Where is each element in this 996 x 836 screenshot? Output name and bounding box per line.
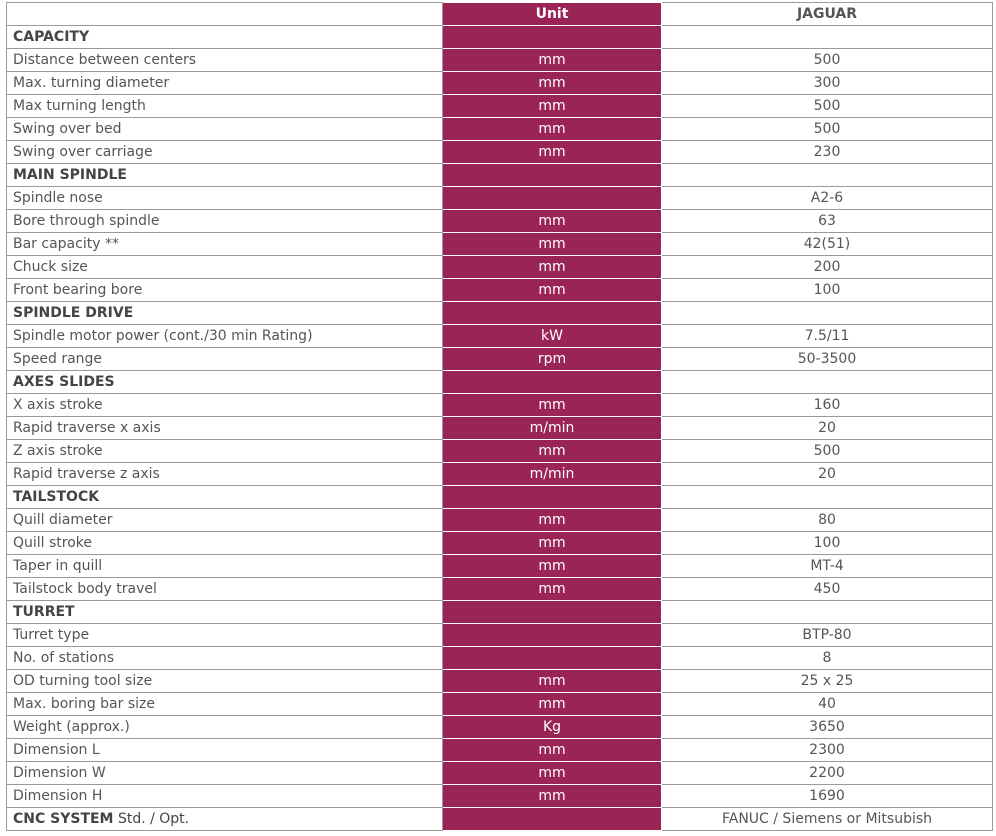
row-label: Quill diameter <box>7 509 443 532</box>
row-label: Tailstock body travel <box>7 578 443 601</box>
unit-cell: mm <box>443 555 662 578</box>
table-row <box>7 256 993 279</box>
table-row <box>7 509 993 532</box>
row-label: Turret type <box>7 624 443 647</box>
value-cell: FANUC / Siemens or Mitsubish <box>662 808 993 831</box>
row-label: Bar capacity ** <box>7 233 443 256</box>
table-row <box>7 187 993 210</box>
row-label <box>7 808 443 831</box>
unit-cell: mm <box>443 739 662 762</box>
table-row <box>7 532 993 555</box>
table-row <box>7 463 993 486</box>
unit-cell: mm <box>443 210 662 233</box>
row-label: Max turning length <box>7 95 443 118</box>
table-row <box>7 716 993 739</box>
table-row <box>7 693 993 716</box>
row-label: X axis stroke <box>7 394 443 417</box>
row-label: Rapid traverse z axis <box>7 463 443 486</box>
unit-cell: mm <box>443 670 662 693</box>
value-cell: 20 <box>662 463 993 486</box>
value-cell: 100 <box>662 279 993 302</box>
spec-table-body <box>7 26 993 831</box>
row-label: Spindle motor power (cont./30 min Rating) <box>7 325 443 348</box>
row-label: OD turning tool size <box>7 670 443 693</box>
unit-cell <box>443 486 662 509</box>
row-label: Dimension L <box>7 739 443 762</box>
unit-cell: mm <box>443 509 662 532</box>
value-cell: 450 <box>662 578 993 601</box>
value-cell <box>662 601 993 624</box>
value-cell: 500 <box>662 49 993 72</box>
row-label-suffix: Std. / Opt. <box>113 811 190 827</box>
row-label: Chuck size <box>7 256 443 279</box>
table-header-row <box>7 3 993 26</box>
value-cell: 500 <box>662 440 993 463</box>
value-cell <box>662 164 993 187</box>
value-cell: 42(51) <box>662 233 993 256</box>
value-cell <box>662 26 993 49</box>
unit-cell: mm <box>443 394 662 417</box>
row-label: Taper in quill <box>7 555 443 578</box>
unit-cell: mm <box>443 141 662 164</box>
section-title: TURRET <box>7 601 443 624</box>
value-cell <box>662 302 993 325</box>
value-cell: 100 <box>662 532 993 555</box>
unit-cell <box>443 164 662 187</box>
value-cell: 160 <box>662 394 993 417</box>
value-cell: 8 <box>662 647 993 670</box>
unit-cell: mm <box>443 785 662 808</box>
value-cell: 500 <box>662 95 993 118</box>
table-row <box>7 440 993 463</box>
unit-cell: mm <box>443 762 662 785</box>
header-unit-cell: Unit <box>443 3 662 26</box>
table-row <box>7 578 993 601</box>
unit-cell <box>443 601 662 624</box>
value-cell: 1690 <box>662 785 993 808</box>
value-cell <box>662 371 993 394</box>
value-cell: 2200 <box>662 762 993 785</box>
table-row <box>7 279 993 302</box>
table-row <box>7 210 993 233</box>
table-row <box>7 417 993 440</box>
unit-cell: mm <box>443 95 662 118</box>
row-label: Quill stroke <box>7 532 443 555</box>
unit-cell <box>443 187 662 210</box>
section-title: CAPACITY <box>7 26 443 49</box>
table-row <box>7 394 993 417</box>
table-row <box>7 762 993 785</box>
unit-cell: mm <box>443 693 662 716</box>
value-cell: 500 <box>662 118 993 141</box>
unit-cell: rpm <box>443 348 662 371</box>
section-title: TAILSTOCK <box>7 486 443 509</box>
section-title: AXES SLIDES <box>7 371 443 394</box>
table-row <box>7 647 993 670</box>
unit-cell: mm <box>443 532 662 555</box>
unit-cell <box>443 624 662 647</box>
row-label: Front bearing bore <box>7 279 443 302</box>
section-row <box>7 486 993 509</box>
row-label: Speed range <box>7 348 443 371</box>
row-label: Weight (approx.) <box>7 716 443 739</box>
row-label: Dimension W <box>7 762 443 785</box>
table-row <box>7 555 993 578</box>
value-cell: 200 <box>662 256 993 279</box>
row-label: Spindle nose <box>7 187 443 210</box>
section-row <box>7 601 993 624</box>
value-cell: 25 x 25 <box>662 670 993 693</box>
row-label: Max. boring bar size <box>7 693 443 716</box>
section-title: MAIN SPINDLE <box>7 164 443 187</box>
table-row <box>7 118 993 141</box>
table-row <box>7 233 993 256</box>
table-row <box>7 624 993 647</box>
value-cell: 63 <box>662 210 993 233</box>
section-row <box>7 371 993 394</box>
value-cell: 20 <box>662 417 993 440</box>
table-row <box>7 141 993 164</box>
value-cell: 50-3500 <box>662 348 993 371</box>
table-row <box>7 739 993 762</box>
unit-cell: mm <box>443 72 662 95</box>
value-cell: 40 <box>662 693 993 716</box>
unit-cell: mm <box>443 233 662 256</box>
value-cell: 300 <box>662 72 993 95</box>
row-label: No. of stations <box>7 647 443 670</box>
unit-cell: mm <box>443 118 662 141</box>
unit-cell: Kg <box>443 716 662 739</box>
table-row <box>7 670 993 693</box>
row-label: Swing over bed <box>7 118 443 141</box>
section-row <box>7 164 993 187</box>
value-cell: 3650 <box>662 716 993 739</box>
table-row <box>7 72 993 95</box>
unit-cell <box>443 302 662 325</box>
unit-cell: mm <box>443 256 662 279</box>
spec-table <box>6 2 993 831</box>
table-row <box>7 808 993 831</box>
table-row <box>7 348 993 371</box>
row-label: Swing over carriage <box>7 141 443 164</box>
unit-cell <box>443 808 662 831</box>
value-cell: 2300 <box>662 739 993 762</box>
header-label-cell <box>7 3 443 26</box>
value-cell: 7.5/11 <box>662 325 993 348</box>
row-label: Rapid traverse x axis <box>7 417 443 440</box>
section-row <box>7 302 993 325</box>
table-row <box>7 49 993 72</box>
unit-cell: m/min <box>443 463 662 486</box>
header-model-cell: JAGUAR <box>662 3 993 26</box>
table-row <box>7 95 993 118</box>
unit-cell: m/min <box>443 417 662 440</box>
value-cell: A2-6 <box>662 187 993 210</box>
row-label: Z axis stroke <box>7 440 443 463</box>
unit-cell <box>443 647 662 670</box>
value-cell: 230 <box>662 141 993 164</box>
unit-cell: kW <box>443 325 662 348</box>
value-cell <box>662 486 993 509</box>
table-row <box>7 325 993 348</box>
unit-cell: mm <box>443 279 662 302</box>
table-row <box>7 785 993 808</box>
unit-cell: mm <box>443 578 662 601</box>
section-row <box>7 26 993 49</box>
value-cell: MT-4 <box>662 555 993 578</box>
row-label: Distance between centers <box>7 49 443 72</box>
unit-cell: mm <box>443 440 662 463</box>
value-cell: BTP-80 <box>662 624 993 647</box>
row-label: Dimension H <box>7 785 443 808</box>
unit-cell: mm <box>443 49 662 72</box>
row-label: Bore through spindle <box>7 210 443 233</box>
section-title: SPINDLE DRIVE <box>7 302 443 325</box>
unit-cell <box>443 26 662 49</box>
row-label: Max. turning diameter <box>7 72 443 95</box>
value-cell: 80 <box>662 509 993 532</box>
row-label-strong: CNC SYSTEM <box>13 811 114 827</box>
unit-cell <box>443 371 662 394</box>
